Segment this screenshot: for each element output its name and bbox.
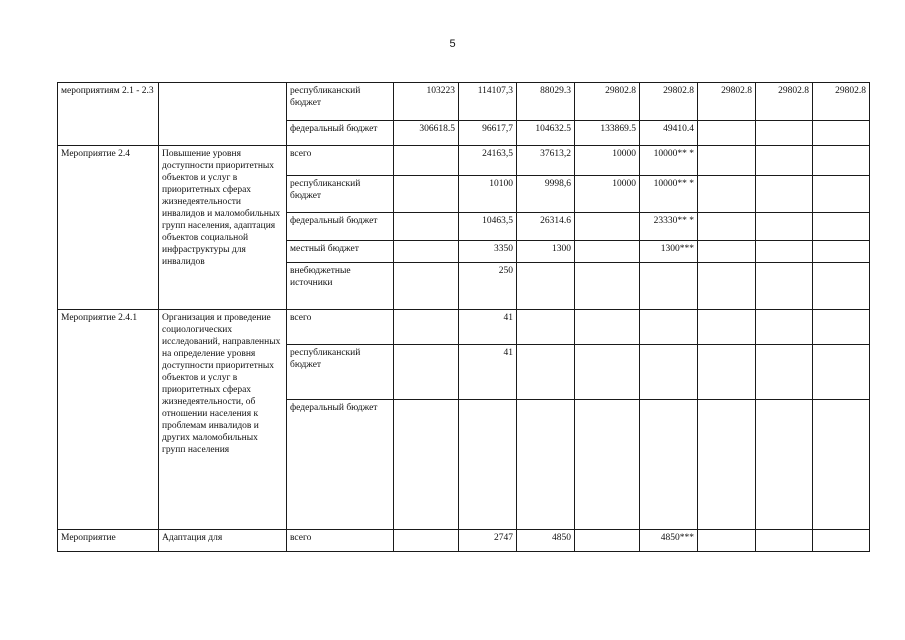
amount-cell <box>698 400 756 530</box>
amount-cell: 10000** * <box>640 176 698 213</box>
amount-cell: 4850 <box>517 530 575 552</box>
funding-source-cell: всего <box>287 310 394 345</box>
amount-cell <box>813 121 870 146</box>
amount-cell <box>698 146 756 176</box>
amount-cell <box>698 310 756 345</box>
amount-cell <box>813 213 870 241</box>
amount-cell: 49410.4 <box>640 121 698 146</box>
amount-cell <box>394 530 459 552</box>
amount-cell <box>698 263 756 310</box>
amount-cell <box>756 310 813 345</box>
funding-source-cell: местный бюджет <box>287 241 394 263</box>
amount-cell <box>575 241 640 263</box>
amount-cell: 24163,5 <box>459 146 517 176</box>
event-name-cell <box>159 83 287 146</box>
funding-source-cell: федеральный бюджет <box>287 121 394 146</box>
amount-cell: 9998,6 <box>517 176 575 213</box>
amount-cell <box>640 310 698 345</box>
amount-cell <box>813 241 870 263</box>
budget-table-body <box>58 83 870 552</box>
amount-cell <box>698 213 756 241</box>
amount-cell <box>575 345 640 400</box>
amount-cell <box>698 121 756 146</box>
amount-cell: 41 <box>459 310 517 345</box>
amount-cell <box>575 263 640 310</box>
event-cell: Мероприятие 2.4.1 <box>58 310 159 530</box>
table-row <box>58 146 870 176</box>
amount-cell <box>813 146 870 176</box>
amount-cell <box>756 263 813 310</box>
amount-cell <box>394 176 459 213</box>
amount-cell: 10000** * <box>640 146 698 176</box>
amount-cell: 29802.8 <box>756 83 813 121</box>
amount-cell: 10000 <box>575 176 640 213</box>
funding-source-cell: федеральный бюджет <box>287 400 394 530</box>
amount-cell <box>756 146 813 176</box>
amount-cell <box>756 241 813 263</box>
amount-cell <box>517 345 575 400</box>
amount-cell: 37613,2 <box>517 146 575 176</box>
funding-source-cell: внебюджетные источники <box>287 263 394 310</box>
amount-cell <box>575 530 640 552</box>
amount-cell: 29802.8 <box>575 83 640 121</box>
amount-cell <box>813 345 870 400</box>
budget-table <box>57 82 870 552</box>
amount-cell <box>698 530 756 552</box>
amount-cell <box>394 241 459 263</box>
amount-cell <box>459 400 517 530</box>
amount-cell: 104632.5 <box>517 121 575 146</box>
funding-source-cell: республиканский бюджет <box>287 176 394 213</box>
amount-cell: 88029.3 <box>517 83 575 121</box>
amount-cell: 10000 <box>575 146 640 176</box>
amount-cell <box>394 146 459 176</box>
amount-cell <box>394 345 459 400</box>
amount-cell <box>517 310 575 345</box>
amount-cell <box>640 400 698 530</box>
amount-cell <box>813 310 870 345</box>
amount-cell: 3350 <box>459 241 517 263</box>
amount-cell <box>756 176 813 213</box>
amount-cell <box>813 400 870 530</box>
table-row <box>58 530 870 552</box>
amount-cell <box>575 400 640 530</box>
amount-cell <box>394 213 459 241</box>
table-row <box>58 83 870 121</box>
funding-source-cell: федеральный бюджет <box>287 213 394 241</box>
table-row <box>58 310 870 345</box>
amount-cell: 41 <box>459 345 517 400</box>
amount-cell: 133869.5 <box>575 121 640 146</box>
amount-cell <box>756 345 813 400</box>
amount-cell: 2747 <box>459 530 517 552</box>
amount-cell: 26314.6 <box>517 213 575 241</box>
event-cell: мероприятиям 2.1 - 2.3 <box>58 83 159 146</box>
amount-cell: 29802.8 <box>813 83 870 121</box>
amount-cell: 10100 <box>459 176 517 213</box>
funding-source-cell: республиканский бюджет <box>287 345 394 400</box>
funding-source-cell: республиканский бюджет <box>287 83 394 121</box>
amount-cell <box>698 176 756 213</box>
funding-source-cell: всего <box>287 146 394 176</box>
amount-cell: 29802.8 <box>640 83 698 121</box>
amount-cell <box>394 263 459 310</box>
amount-cell <box>575 310 640 345</box>
event-name-cell: Адаптация для <box>159 530 287 552</box>
amount-cell <box>517 400 575 530</box>
event-cell: Мероприятие <box>58 530 159 552</box>
amount-cell: 29802.8 <box>698 83 756 121</box>
amount-cell <box>756 530 813 552</box>
amount-cell <box>640 263 698 310</box>
amount-cell <box>756 213 813 241</box>
amount-cell <box>575 213 640 241</box>
amount-cell <box>756 121 813 146</box>
event-name-cell: Повышение уровня доступности приоритетных объектов и услуг в приоритетных сферах жизнедеятельности инвалидов и маломобильных групп населения, адаптация объектов социальной инфраструктуры для инвалидов <box>159 146 287 310</box>
amount-cell: 10463,5 <box>459 213 517 241</box>
event-name-cell: Организация и проведение социологических исследований, направленных на определение уровня доступности приоритетных объектов и услуг в приоритетных сферах жизнедеятельности, об отношении населения к проблемам инвалидов и других маломобильных групп населения <box>159 310 287 530</box>
funding-source-cell: всего <box>287 530 394 552</box>
amount-cell: 96617,7 <box>459 121 517 146</box>
amount-cell: 1300 <box>517 241 575 263</box>
amount-cell: 103223 <box>394 83 459 121</box>
amount-cell <box>756 400 813 530</box>
event-cell: Мероприятие 2.4 <box>58 146 159 310</box>
page-number: 5 <box>449 38 456 50</box>
amount-cell: 306618.5 <box>394 121 459 146</box>
amount-cell: 250 <box>459 263 517 310</box>
amount-cell <box>813 530 870 552</box>
amount-cell <box>394 400 459 530</box>
amount-cell: 23330** * <box>640 213 698 241</box>
amount-cell <box>640 345 698 400</box>
amount-cell: 4850*** <box>640 530 698 552</box>
amount-cell <box>394 310 459 345</box>
amount-cell <box>813 176 870 213</box>
amount-cell <box>698 345 756 400</box>
amount-cell: 1300*** <box>640 241 698 263</box>
amount-cell: 114107,3 <box>459 83 517 121</box>
amount-cell <box>698 241 756 263</box>
amount-cell <box>813 263 870 310</box>
amount-cell <box>517 263 575 310</box>
